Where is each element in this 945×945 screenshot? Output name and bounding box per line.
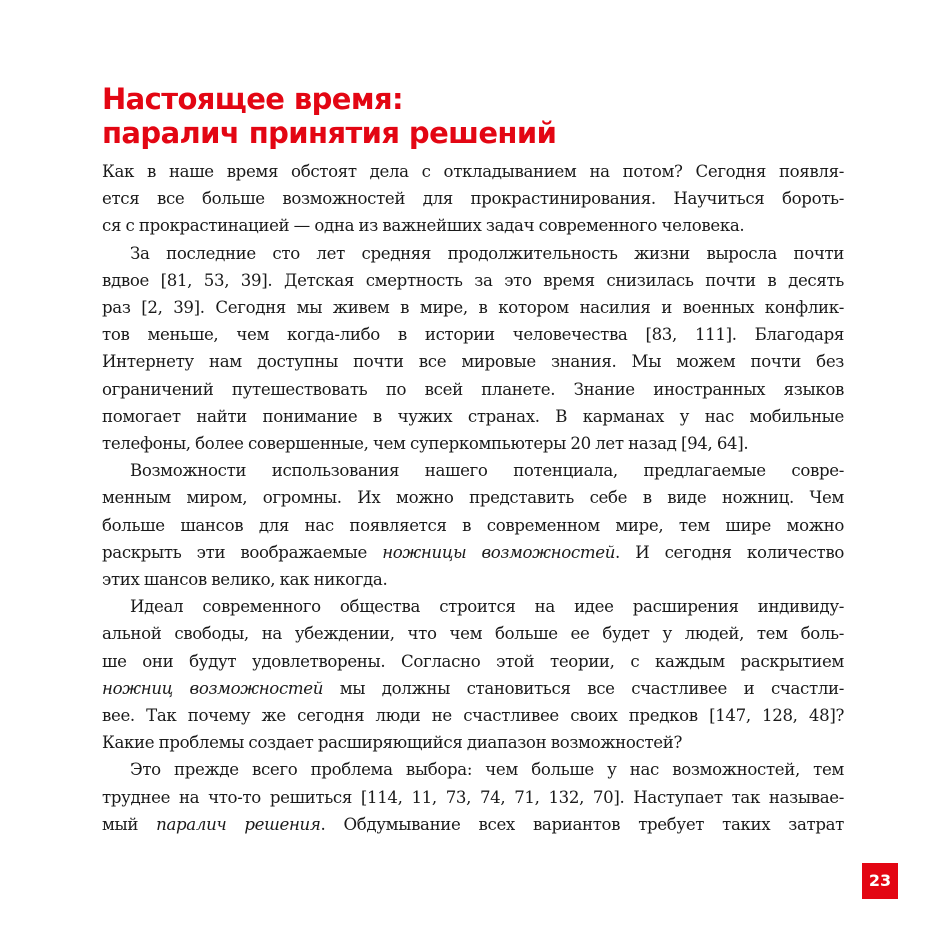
text-line: вее. Так почему же сегодня люди не счастливее своих предков [147, 128, 48]? — [102, 706, 844, 726]
text-line: вдвое [81, 53, 39]. Детская смертность за это время снизилась почти в десять — [102, 270, 844, 290]
text-line: ограничений путешествовать по всей планете. Знание иностранных языков — [102, 379, 844, 399]
paragraph-1 — [102, 158, 844, 240]
heading-line-2: паралич принятия решений — [102, 116, 557, 150]
text-line: альной свободы, на убеждении, что чем больше ее будет у людей, тем боль- — [102, 624, 844, 644]
text-line: помогает найти понимание в чужих странах. В карманах у нас мобильные — [102, 406, 844, 426]
text-line: Интернету нам доступны почти все мировые знания. Мы можем почти без — [102, 352, 844, 372]
italic-term: ножниц возможностей — [102, 678, 324, 698]
text-run: раскрыть эти воображаемые — [102, 542, 383, 562]
text-line — [102, 539, 844, 566]
italic-term: ножницы возможностей — [382, 542, 616, 562]
text-line: ся с прокрастинацией — одна из важнейших задач современного человека. — [102, 216, 745, 236]
text-line: тов меньше, чем когда-либо в истории человечества [83, 111]. Благодаря — [102, 325, 844, 345]
page-number-badge: 23 — [862, 863, 898, 899]
text-run: . Обдумывание всех вариантов требует таких затрат — [320, 814, 844, 834]
text-line: Идеал современного общества строится на идее расширения индивиду- — [130, 597, 844, 617]
text-line: труднее на что-то решиться [114, 11, 73, 74, 71, 132, 70]. Наступает так называе- — [102, 787, 844, 807]
text-line: ше они будут удовлетворены. Согласно этой теории, с каждым раскрытием — [102, 651, 844, 671]
paragraph-4 — [102, 593, 844, 756]
body-text — [102, 158, 844, 838]
text-line: этих шансов велико, как никогда. — [102, 570, 388, 590]
text-line: больше шансов для нас появляется в современном мире, тем шире можно — [102, 515, 844, 535]
text-run: мы должны становиться все счастливее и счастли- — [323, 678, 844, 698]
text-line: раз [2, 39]. Сегодня мы живем в мире, в котором насилия и военных конфлик- — [102, 298, 844, 318]
text-line — [102, 811, 844, 838]
italic-term: паралич решения — [156, 814, 321, 834]
chapter-heading — [102, 82, 862, 150]
paragraph-5 — [102, 756, 844, 838]
text-line: Как в наше время обстоят дела с откладыванием на потом? Сегодня появля- — [102, 162, 844, 181]
text-line: ется все больше возможностей для прокрастинирования. Научиться бороть- — [102, 189, 844, 209]
heading-line-1: Настоящее время: — [102, 82, 403, 116]
text-line: телефоны, более совершенные, чем суперкомпьютеры 20 лет назад [94, 64]. — [102, 434, 749, 454]
text-line: менным миром, огромны. Их можно представить себе в виде ножниц. Чем — [102, 488, 844, 508]
text-line: Какие проблемы создает расширяющийся диапазон возможностей? — [102, 733, 683, 753]
text-line: За последние сто лет средняя продолжительность жизни выросла почти — [130, 243, 844, 263]
paragraph-3 — [102, 457, 844, 593]
paragraph-2 — [102, 240, 844, 458]
text-run: мый — [102, 814, 157, 834]
text-line: Возможности использования нашего потенциала, предлагаемые совре- — [130, 461, 844, 481]
text-line — [102, 675, 844, 702]
text-line: Это прежде всего проблема выбора: чем больше у нас возможностей, тем — [130, 760, 844, 780]
text-run: . И сегодня количество — [615, 542, 844, 562]
